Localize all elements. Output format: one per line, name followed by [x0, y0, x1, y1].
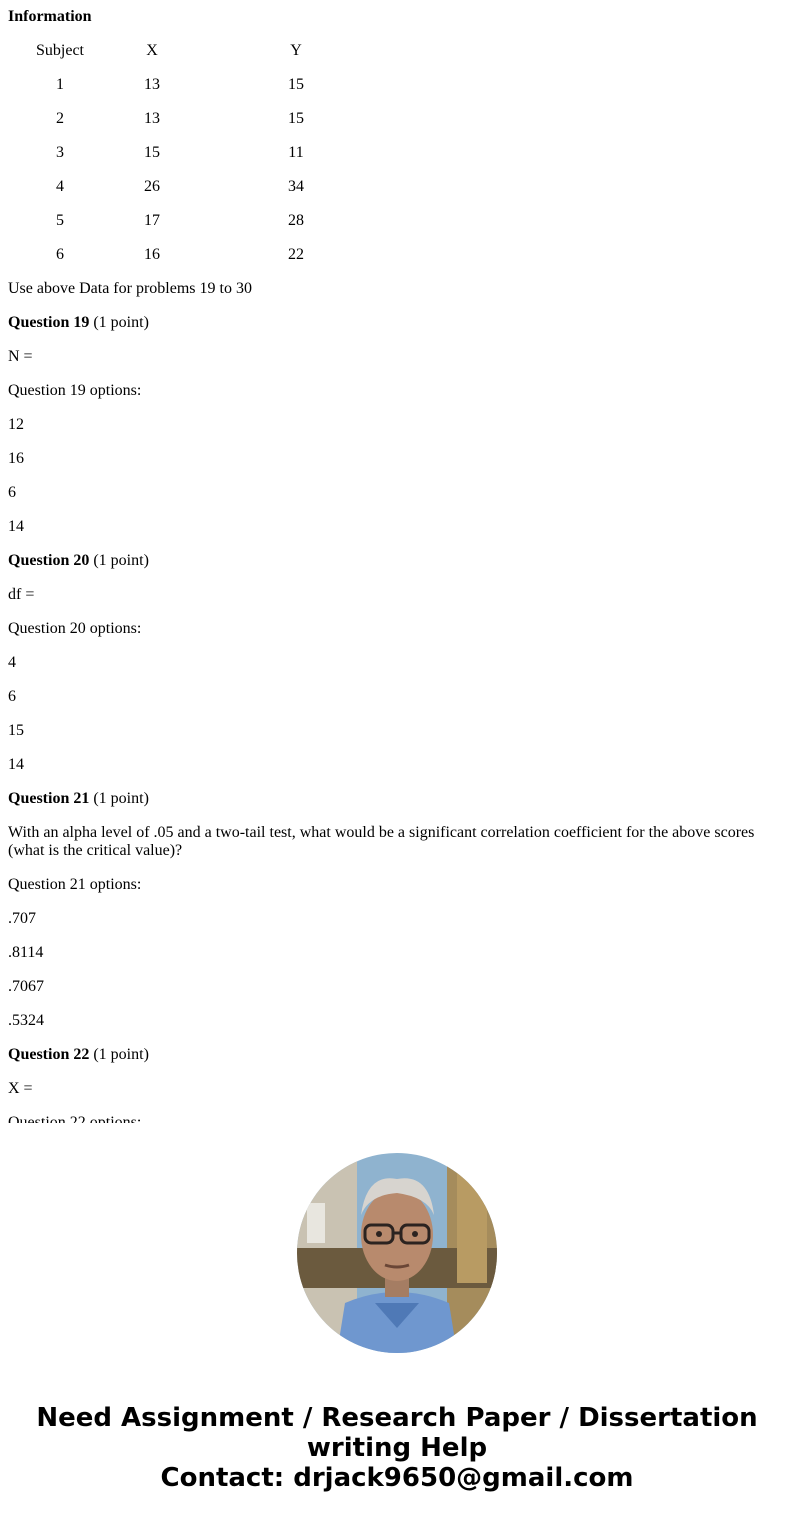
question-number: Question 21	[8, 790, 90, 807]
cell-y: 28	[288, 212, 304, 229]
promo-section	[0, 1123, 794, 1523]
cell-y: 11	[288, 144, 304, 161]
option[interactable]: 15	[8, 722, 24, 739]
cell-subject: 1	[56, 76, 64, 93]
cell-x: 13	[144, 110, 160, 127]
cell-y: 15	[288, 110, 304, 127]
question-prompt: With an alpha level of .05 and a two-tail test, what would be a significant correlation coefficient for the above scores (what is the critical value)?	[8, 824, 755, 859]
header-y: Y	[290, 42, 302, 59]
option[interactable]: .5324	[8, 1012, 44, 1029]
author-photo	[297, 1153, 497, 1353]
options-label: Question 19 options:	[8, 382, 142, 399]
option[interactable]: .7067	[8, 978, 44, 995]
question-header	[8, 790, 778, 808]
question-points: (1 point)	[93, 314, 149, 331]
cell-x: 16	[144, 246, 160, 263]
option[interactable]: 6	[8, 688, 16, 705]
table-row	[8, 110, 408, 128]
question-prompt: df =	[8, 586, 35, 603]
option[interactable]: 14	[8, 756, 24, 773]
option[interactable]: .8114	[8, 944, 44, 961]
cell-subject: 4	[56, 178, 64, 195]
cell-subject: 5	[56, 212, 64, 229]
question-number: Question 22	[8, 1046, 90, 1063]
questions-flow	[8, 280, 778, 1148]
document-content	[8, 0, 778, 1122]
question-number: Question 20	[8, 552, 90, 569]
cell-subject: 2	[56, 110, 64, 127]
option[interactable]: .707	[8, 910, 36, 927]
option[interactable]: 6	[8, 484, 16, 501]
option[interactable]: 12	[8, 416, 24, 433]
promo-line-1: Need Assignment / Research Paper / Dissertation	[36, 1403, 758, 1433]
cell-y: 15	[288, 76, 304, 93]
info-title: Information	[8, 8, 92, 25]
contact-banner	[0, 1403, 794, 1493]
table-row	[8, 178, 408, 196]
question-header	[8, 314, 778, 332]
cell-x: 13	[144, 76, 160, 93]
question-number: Question 19	[8, 314, 90, 331]
cell-x: 17	[144, 212, 160, 229]
cell-y: 22	[288, 246, 304, 263]
table-row	[8, 76, 408, 94]
table-header-row	[8, 42, 408, 60]
header-subject: Subject	[36, 42, 84, 59]
question-points: (1 point)	[93, 552, 149, 569]
table-row	[8, 246, 408, 264]
question-prompt: N =	[8, 348, 33, 365]
option[interactable]: 14	[8, 518, 24, 535]
option[interactable]: 4	[8, 654, 16, 671]
cell-x: 15	[144, 144, 160, 161]
options-label: Question 20 options:	[8, 620, 142, 637]
question-header	[8, 1046, 778, 1064]
cell-subject: 6	[56, 246, 64, 263]
data-note: Use above Data for problems 19 to 30	[8, 280, 252, 297]
question-prompt: X =	[8, 1080, 33, 1097]
table-row	[8, 144, 408, 162]
promo-line-2: writing Help	[306, 1433, 488, 1463]
promo-contact[interactable]: Contact: drjack9650@gmail.com	[160, 1463, 634, 1493]
options-label: Question 21 options:	[8, 876, 142, 893]
table-row	[8, 212, 408, 230]
avatar	[297, 1153, 497, 1353]
cell-x: 26	[144, 178, 160, 195]
option[interactable]: 16	[8, 450, 24, 467]
cell-y: 34	[288, 178, 304, 195]
header-x: X	[146, 42, 158, 59]
question-points: (1 point)	[93, 790, 149, 807]
cell-subject: 3	[56, 144, 64, 161]
question-points: (1 point)	[93, 1046, 149, 1063]
question-header	[8, 552, 778, 570]
